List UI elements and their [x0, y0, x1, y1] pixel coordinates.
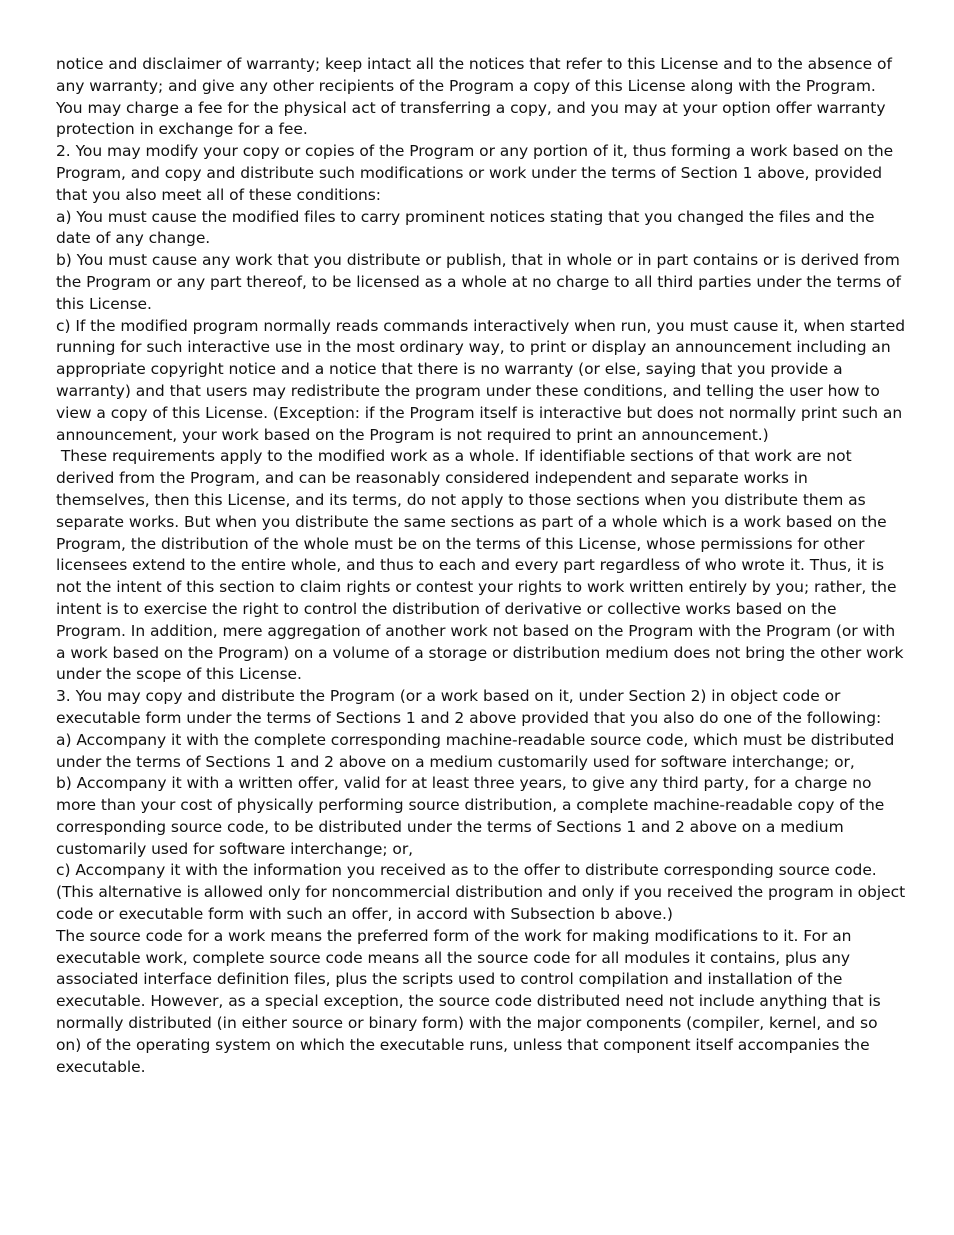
paragraph-section-3b: b) Accompany it with a written offer, valid for at least three years, to give any third party, for a charge no more than your cost of physically performing source distribution, a complete machine-readable copy of the corresponding source code, to be distributed under the terms of Sections 1 and 2 above on a medium customarily used for software interchange; or,: [56, 774, 890, 858]
paragraph-section-2c: c) If the modified program normally reads commands interactively when run, you must cause it, when started running for such interactive use in the most ordinary way, to print or display an announcement including an appropriate copyright notice and a notice that there is no warranty (or else, saying that you provide a warranty) and that users may redistribute the program under these conditions, and telling the user how to view a copy of this License. (Exception: if the Program itself is interactive but does not normally print such an announcement, your work based on the Program is not required to print an announcement.): [56, 316, 910, 444]
paragraph-section-3: 3. You may copy and distribute the Program (or a work based on it, under Section 2) in object code or executable form under the terms of Sections 1 and 2 above provided that you also do one of the following:: [56, 687, 882, 727]
paragraph-section-2: 2. You may modify your copy or copies of the Program or any portion of it, thus forming a work based on the Program, and copy and distribute such modifications or work under the terms of Section 1 above, provided that you also meet all of these conditions:: [56, 142, 898, 204]
paragraph-requirements: These requirements apply to the modified work as a whole. If identifiable sections of that work are not derived from the Program, and can be reasonably considered independent and separate works in themselves, then this License, and its terms, do not apply to those sections when you distribute them as separate works. But when you distribute the same sections as part of a whole which is a work based on the Program, the distribution of the whole must be on the terms of this License, whose permissions for other licensees extend to the entire whole, and thus to each and every part regardless of who wrote it. Thus, it is not the intent of this section to claim rights or contest your rights to work written entirely by you; rather, the intent is to exercise the right to control the distribution of derivative or collective works based on the Program. In addition, mere aggregation of another work not based on the Program with the Program (or with a work based on the Program) on a volume of a storage or distribution medium does not bring the other work under the scope of this License.: [56, 447, 909, 684]
license-document-page: [56, 54, 910, 1078]
paragraph-section-2b: b) You must cause any work that you distribute or publish, that in whole or in part contains or is derived from the Program or any part thereof, to be licensed as a whole at no charge to all third parties under the terms of this License.: [56, 251, 906, 313]
paragraph-section-3c: c) Accompany it with the information you received as to the offer to distribute corresponding source code. (This alternative is allowed only for noncommercial distribution and only if you received the program in object code or executable form with such an offer, in accord with Subsection b above.): [56, 861, 910, 924]
paragraph-section-2a: a) You must cause the modified files to carry prominent notices stating that you changed the files and the date of any change.: [56, 207, 880, 248]
paragraph-section-3a: a) Accompany it with the complete corresponding machine-readable source code, which must be distributed under the terms of Sections 1 and 2 above on a medium customarily used for software interchange; or,: [56, 730, 900, 771]
paragraph-source-code-definition: The source code for a work means the preferred form of the work for making modifications to it. For an executable work, complete source code means all the source code for all modules it contains, plus any associated interface definition files, plus the scripts used to control compilation and installation of the executable. However, as a special exception, the source code distributed need not include anything that is normally distributed (in either source or binary form) with the major components (compiler, kernel, and so on) of the operating system on which the executable runs, unless that component itself accompanies the executable.: [56, 926, 886, 1076]
paragraph-warranty-notice: notice and disclaimer of warranty; keep intact all the notices that refer to this License and to the absence of any warranty; and give any other recipients of the Program a copy of this License along with the Program. You may charge a fee for the physical act of transferring a copy, and you may at your option offer warranty protection in exchange for a fee.: [56, 55, 897, 139]
